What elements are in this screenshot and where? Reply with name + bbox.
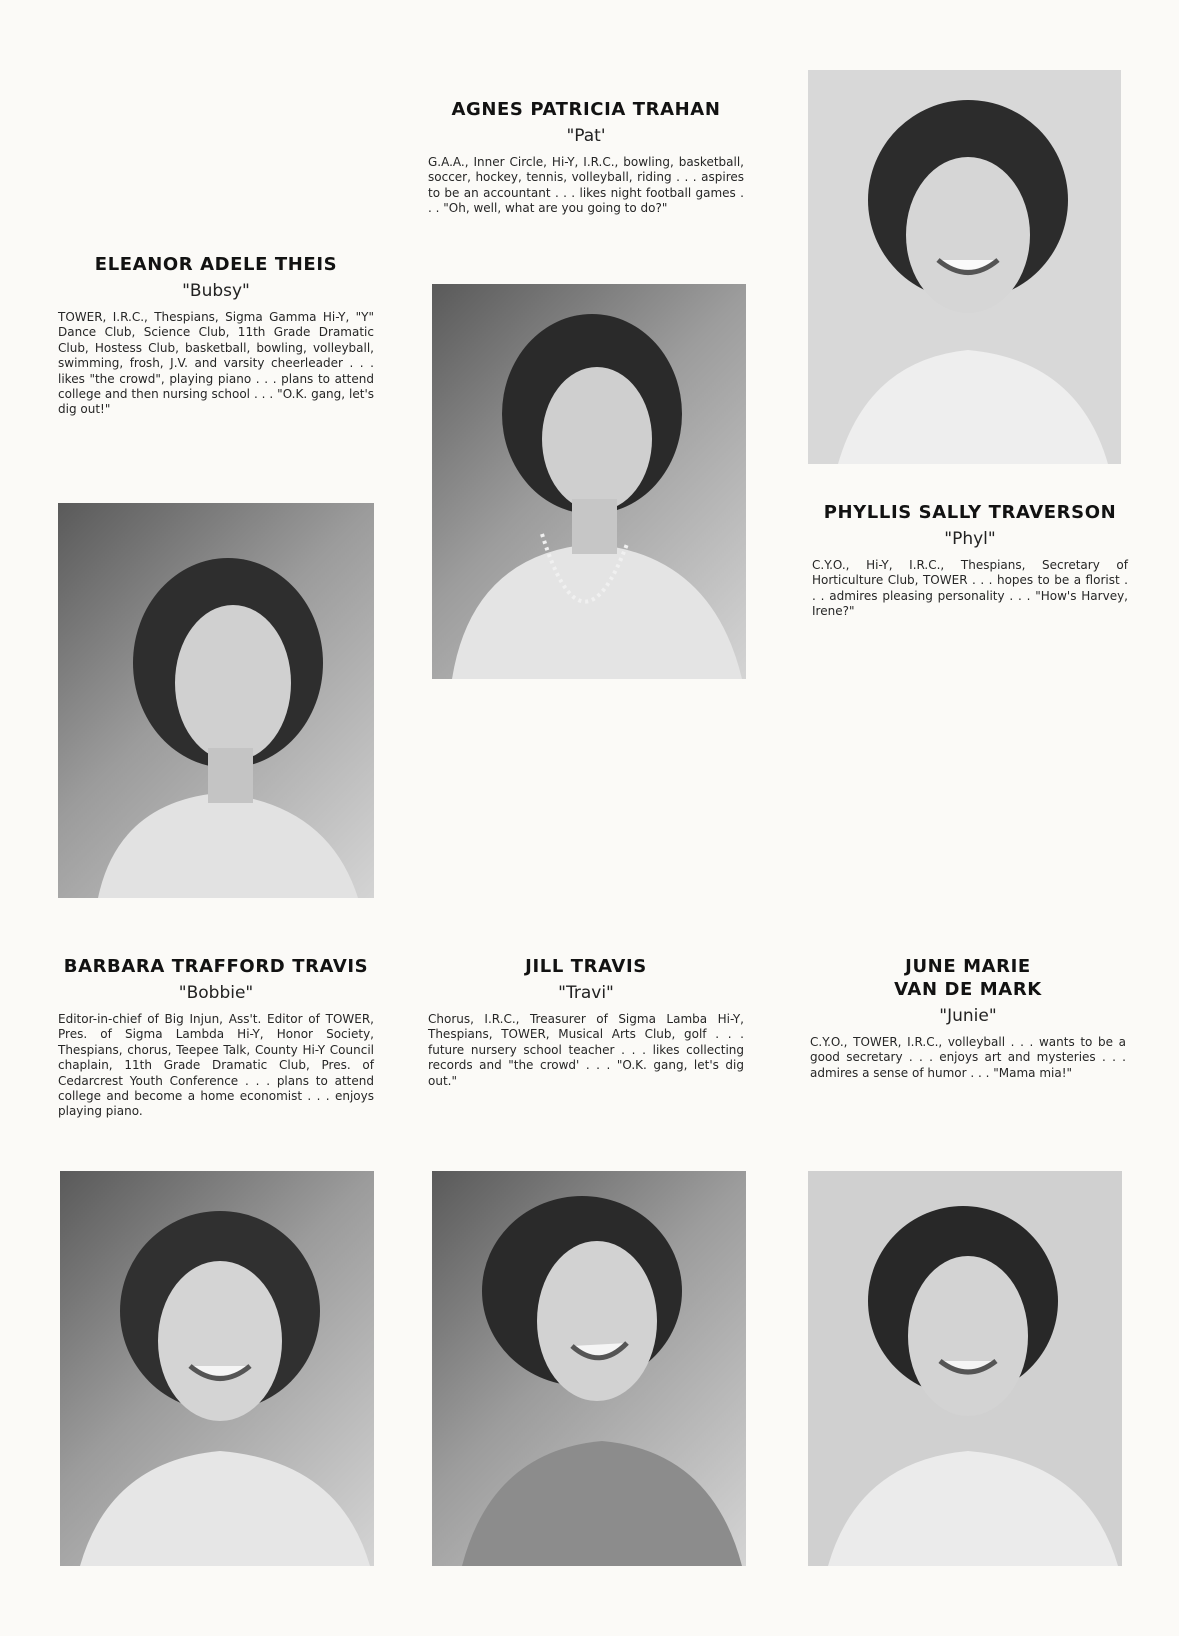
student-entry-jill-travis (428, 955, 744, 1089)
portrait-illustration (808, 1171, 1122, 1566)
student-nickname: "Travi" (558, 983, 614, 1003)
portrait-illustration (432, 284, 746, 679)
student-name: BARBARA TRAFFORD TRAVIS (63, 956, 369, 977)
portrait-illustration (58, 503, 374, 898)
portrait-photo-theis (58, 503, 374, 898)
student-entry-trahan (428, 98, 744, 217)
student-entry-barbara-travis (58, 955, 374, 1120)
portrait-photo-jill-travis (432, 1171, 746, 1566)
student-nickname: "Phyl" (944, 529, 996, 549)
student-name: AGNES PATRICIA TRAHAN (451, 99, 721, 120)
student-name: PHYLLIS SALLY TRAVERSON (823, 502, 1117, 523)
student-name: JILL TRAVIS (525, 956, 647, 977)
portrait-illustration (808, 70, 1121, 464)
student-entry-traverson (812, 501, 1128, 620)
student-bio: G.A.A., Inner Circle, Hi-Y, I.R.C., bowling, basketball, soccer, hockey, tennis, volleyball, riding . . . aspires to be an accountant . . . likes night football games . . . "Oh, well, what are you going to do?" (428, 155, 744, 216)
portrait-photo-van-de-mark (808, 1171, 1122, 1566)
student-nickname: "Junie" (939, 1006, 997, 1026)
portrait-illustration (60, 1171, 374, 1566)
student-name: ELEANOR ADELE THEIS (94, 254, 338, 275)
student-entry-van-de-mark (810, 955, 1126, 1081)
student-bio: Editor-in-chief of Big Injun, Ass't. Editor of TOWER, Pres. of Sigma Lambda Hi-Y, Honor Society, Thespians, chorus, Teepee Talk, County Hi-Y Council chaplain, 11th Grade Dramatic Club, Pres. of Cedarcrest Youth Conference . . . plans to attend college and become a home economist . . . enjoys playing piano. (58, 1012, 374, 1119)
student-name-line2: VAN DE MARK (894, 979, 1042, 1000)
student-nickname: "Bobbie" (178, 983, 254, 1003)
student-bio: Chorus, I.R.C., Treasurer of Sigma Lamba Hi-Y, Thespians, TOWER, Musical Arts Club, golf . . . future nursery school teacher . . . likes collecting records and "the crowd' . . . "O.K. gang, let's dig out." (428, 1012, 744, 1088)
student-bio: C.Y.O., TOWER, I.R.C., volleyball . . . wants to be a good secretary . . . enjoys art and mysteries . . . admires a sense of humor . . . "Mama mia!" (810, 1035, 1126, 1080)
student-bio: C.Y.O., Hi-Y, I.R.C., Thespians, Secretary of Horticulture Club, TOWER . . . hopes to be a florist . . . admires pleasing personality . . . "How's Harvey, Irene?" (812, 558, 1128, 619)
student-bio: TOWER, I.R.C., Thespians, Sigma Gamma Hi-Y, "Y" Dance Club, Science Club, 11th Grade Dramatic Club, Hostess Club, basketball, bowling, volleyball, swimming, frosh, J.V. and varsity cheerleader . . . likes "the crowd", playing piano . . . plans to attend college and then nursing school . . . "O.K. gang, let's dig out!" (58, 310, 374, 417)
portrait-photo-barbara-travis (60, 1171, 374, 1566)
portrait-photo-trahan (432, 284, 746, 679)
student-nickname: "Bubsy" (182, 281, 250, 301)
student-entry-theis (58, 253, 374, 418)
portrait-illustration (432, 1171, 746, 1566)
portrait-photo-traverson (808, 70, 1121, 464)
student-name-line1: JUNE MARIE (905, 956, 1031, 977)
student-nickname: "Pat' (566, 126, 606, 146)
